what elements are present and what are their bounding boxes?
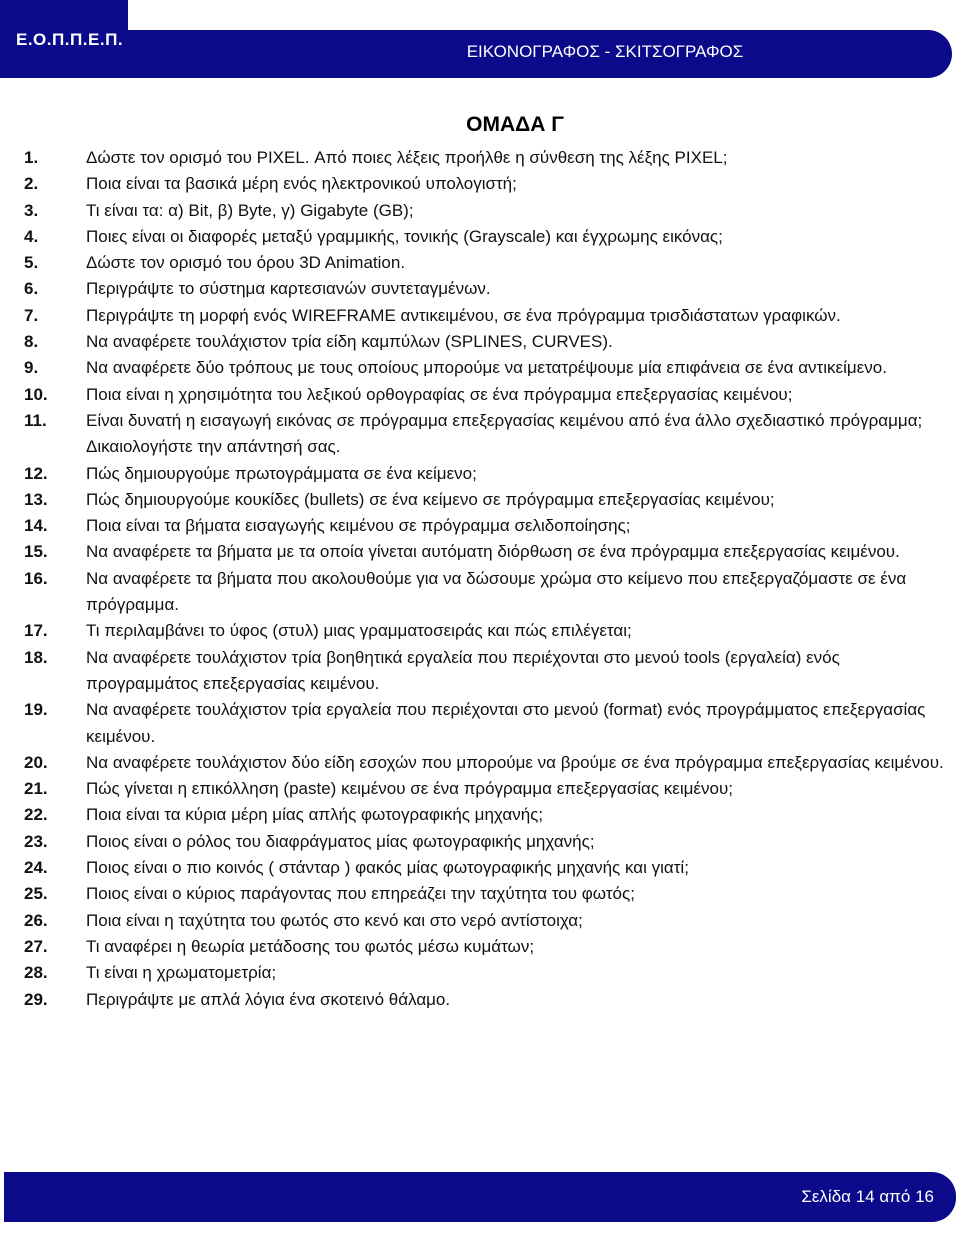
question-number: 22. — [24, 805, 48, 825]
question-item — [24, 960, 944, 986]
page-number: Σελίδα 14 από 16 — [801, 1187, 934, 1206]
question-number: 9. — [24, 358, 39, 378]
question-number: 3. — [24, 200, 39, 220]
question-item — [24, 697, 944, 750]
question-text: Ποια είναι η χρησιμότητα του λεξικού ορθογραφίας σε ένα πρόγραμμα επεξεργασίας κειμένου; — [86, 384, 793, 404]
question-text: Τι αναφέρει η θεωρία μετάδοσης του φωτός μέσω κυμάτων; — [86, 936, 535, 956]
question-item — [24, 618, 944, 644]
question-text: Δώστε τον ορισμό του PIXEL. Από ποιες λέξεις προήλθε η σύνθεση της λέξης PIXEL; — [86, 148, 728, 167]
question-number: 26. — [24, 910, 48, 930]
question-number: 23. — [24, 831, 48, 851]
question-number: 7. — [24, 305, 39, 325]
question-text: Περιγράψτε το σύστημα καρτεσιανών συντεταγμένων. — [86, 279, 491, 299]
question-text: Τι είναι τα: α) Bit, β) Byte, γ) Gigabyte (GB); — [86, 200, 414, 220]
question-item — [24, 224, 944, 250]
specialty-title: ΕΙΚΟΝΟΓΡΑΦΟΣ - ΣΚΙΤΣΟΓΡΑΦΟΣ — [466, 42, 744, 61]
question-text: Να αναφέρετε δύο τρόπους με τους οποίους μπορούμε να μετατρέψουμε μία επιφάνεια σε ένα αντικείμενο. — [86, 358, 887, 378]
question-text: Είναι δυνατή η εισαγωγή εικόνας σε πρόγραμμα επεξεργασίας κειμένου από ένα άλλο σχεδιαστικό πρόγραμμα; Δικαιολογήστε την απάντησή σας. — [86, 410, 923, 457]
question-item — [24, 276, 944, 302]
question-text: Πώς γίνεται η επικόλληση (paste) κειμένου σε ένα πρόγραμμα επεξεργασίας κειμένου; — [86, 779, 733, 799]
question-item — [24, 513, 944, 539]
question-item — [24, 539, 944, 565]
question-number: 11. — [24, 410, 47, 430]
question-item — [24, 355, 944, 381]
question-item — [24, 487, 944, 513]
question-item — [24, 802, 944, 828]
question-number: 21. — [24, 779, 48, 799]
question-item — [24, 934, 944, 960]
question-text: Να αναφέρετε τουλάχιστον τρία βοηθητικά εργαλεία που περιέχονται στο μενού tools (εργαλεία) ενός προγραμμάτος επεξεργασίας κειμένου. — [86, 647, 840, 693]
question-number: 16. — [24, 568, 48, 588]
question-text: Ποιος είναι ο κύριος παράγοντας που επηρεάζει την ταχύτητα του φωτός; — [86, 884, 635, 904]
question-item — [24, 329, 944, 355]
question-text: Περιγράψτε με απλά λόγια ένα σκοτεινό θάλαμο. — [86, 989, 451, 1009]
question-item — [24, 829, 944, 855]
question-text: Πώς δημιουργούμε πρωτογράμματα σε ένα κείμενο; — [86, 463, 477, 483]
question-number: 14. — [24, 516, 48, 536]
question-text: Να αναφέρετε τα βήματα που ακολουθούμε για να δώσουμε χρώμα στο κείμενο που επεξεργαζόμαστε σε ένα πρόγραμμα. — [86, 568, 907, 615]
question-text: Ποιος είναι ο ρόλος του διαφράγματος μίας φωτογραφικής μηχανής; — [86, 831, 595, 851]
question-text: Ποια είναι η ταχύτητα του φωτός στο κενό και στο νερό αντίστοιχα; — [86, 910, 583, 930]
question-text: Ποια είναι τα κύρια μέρη μίας απλής φωτογραφικής μηχανής; — [86, 805, 544, 825]
question-text: Πώς δημιουργούμε κουκίδες (bullets) σε ένα κείμενο σε πρόγραμμα επεξεργασίας κειμένου; — [86, 489, 775, 509]
question-number: 13. — [24, 489, 48, 509]
question-text: Ποιες είναι οι διαφορές μεταξύ γραμμικής, τονικής (Grayscale) και έγχρωμης εικόνας; — [86, 226, 723, 246]
question-number: 15. — [24, 542, 48, 562]
question-item — [24, 250, 944, 276]
question-item — [24, 566, 944, 619]
question-number: 20. — [24, 752, 48, 772]
question-item — [24, 776, 944, 802]
question-number: 12. — [24, 463, 48, 483]
question-item — [24, 987, 944, 1013]
question-number: 28. — [24, 963, 48, 983]
question-text: Ποια είναι τα βασικά μέρη ενός ηλεκτρονικού υπολογιστή; — [86, 174, 517, 194]
question-item — [24, 171, 944, 197]
question-text: Τι περιλαμβάνει το ύφος (στυλ) μιας γραμματοσειράς και πώς επιλέγεται; — [86, 621, 632, 641]
question-number: 27. — [24, 936, 48, 956]
question-number: 1. — [24, 148, 39, 167]
question-number: 8. — [24, 332, 39, 352]
question-number: 25. — [24, 884, 48, 904]
question-item — [24, 908, 944, 934]
question-number: 17. — [24, 621, 48, 641]
question-text: Ποιος είναι ο πιο κοινός ( στάνταρ ) φακός μίας φωτογραφικής μηχανής και γιατί; — [86, 858, 689, 878]
question-number: 5. — [24, 253, 39, 273]
question-number: 18. — [24, 647, 48, 667]
question-item — [24, 645, 944, 698]
question-text: Ποια είναι τα βήματα εισαγωγής κειμένου σε πρόγραμμα σελιδοποίησης; — [86, 516, 631, 536]
question-text: Τι είναι η χρωματομετρία; — [86, 963, 277, 983]
page-header — [0, 0, 960, 80]
question-item — [24, 408, 944, 461]
question-number: 2. — [24, 174, 39, 194]
page-footer — [0, 1172, 960, 1226]
organization-name: Ε.Ο.Π.Π.Ε.Π. — [16, 30, 124, 49]
question-number: 4. — [24, 226, 39, 246]
question-text: Να αναφέρετε τουλάχιστον τρία είδη καμπύλων (SPLINES, CURVES). — [86, 332, 613, 352]
question-item — [24, 750, 944, 776]
question-item — [24, 382, 944, 408]
question-item — [24, 461, 944, 487]
question-number: 29. — [24, 989, 48, 1009]
question-number: 6. — [24, 279, 39, 299]
question-text: Να αναφέρετε τουλάχιστον τρία εργαλεία που περιέχονται στο μενού (format) ενός προγράμματος επεξεργασίας κειμένου. — [86, 700, 926, 746]
question-item — [24, 145, 944, 171]
question-text: Να αναφέρετε τουλάχιστον δύο είδη εσοχών που μπορούμε να βρούμε σε ένα πρόγραμμα επεξεργασίας κειμένου. — [86, 752, 944, 772]
question-number: 24. — [24, 858, 48, 878]
question-text: Περιγράψτε τη μορφή ενός WIREFRAME αντικειμένου, σε ένα πρόγραμμα τρισδιάστατων γραφικών. — [86, 305, 841, 325]
question-item — [24, 198, 944, 224]
question-number: 19. — [24, 700, 48, 720]
group-title: ΟΜΑΔΑ Γ — [466, 113, 564, 136]
question-number: 10. — [24, 384, 48, 404]
question-text: Να αναφέρετε τα βήματα με τα οποία γίνεται αυτόματη διόρθωση σε ένα πρόγραμμα επεξεργασίας κειμένου. — [86, 542, 900, 562]
question-item — [24, 881, 944, 907]
question-item — [24, 855, 944, 881]
question-text: Δώστε τον ορισμό του όρου 3D Animation. — [86, 253, 406, 273]
question-list — [24, 145, 944, 1013]
question-item — [24, 303, 944, 329]
